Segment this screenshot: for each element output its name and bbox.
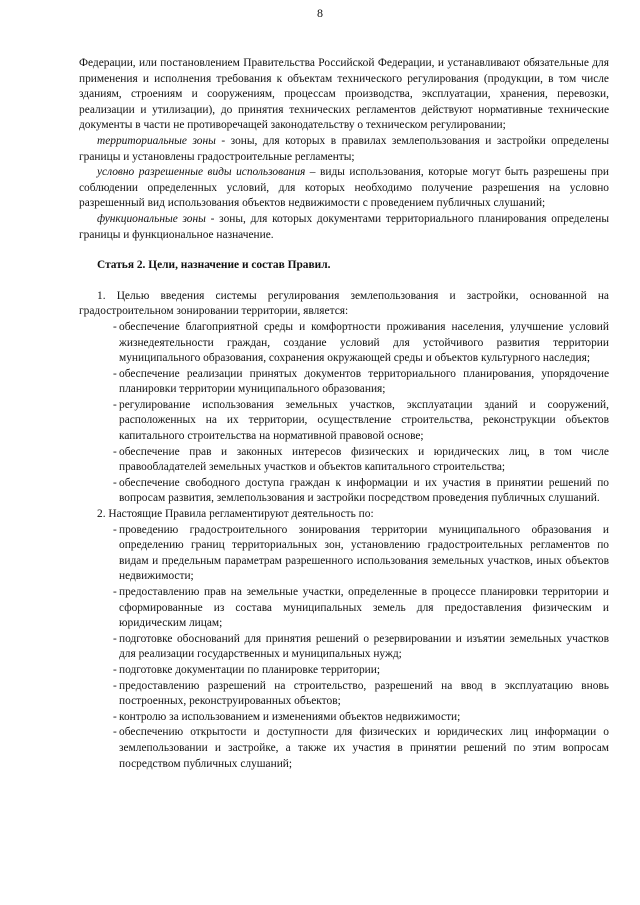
definition-term: условно разрешенные виды использования [97, 166, 306, 179]
article-heading: Статья 2. Цели, назначение и состав Правил. [97, 259, 331, 272]
list-item: - обеспечение благоприятной среды и комфортности проживания населения, улучшение условий жизнедеятельности граждан, создание условий для устойчивого развития территории муниципального образования, сохранения окружающей среды и объектов культурного наследия; [119, 320, 609, 367]
list-item: - регулирование использования земельных участков, эксплуатации зданий и сооружений, расположенных на их территории, осуществление строительства, реконструкции объектов капитального строительства на нормативной правовой основе; [119, 398, 609, 445]
point-2-list [79, 523, 609, 773]
list-item: - обеспечение реализации принятых документов территориального планирования, упорядочение планировки территории муниципального образования; [119, 367, 609, 398]
list-item: - предоставлению разрешений на строительство, разрешений на ввод в эксплуатацию вновь построенных, реконструированных объектов; [119, 679, 609, 710]
point-1-text: 1. Целью введения системы регулирования землепользования и застройки, основанной на градостроительном зонировании территории, является: [79, 289, 609, 318]
list-item: - предоставлению прав на земельные участки, определенные в процессе планировки территории и сформированные из состава муниципальных земель для предоставления физическим и юридическим лицам; [119, 585, 609, 632]
point-1-list [79, 320, 609, 507]
list-item: - обеспечение прав и законных интересов физических и юридических лиц, в том числе правообладателей земельных участков и объектов капитального строительства; [119, 445, 609, 476]
list-item: - подготовке обоснований для принятия решений о резервировании и изъятии земельных участков для реализации государственных и муниципальных нужд; [119, 632, 609, 663]
point-2-text: 2. Настоящие Правила регламентируют деятельность по: [97, 508, 374, 521]
list-item: - контролю за использованием и изменениями объектов недвижимости; [119, 710, 609, 726]
definition-text: - зоны, для которых документами территориального планирования определены границы и функциональное назначение. [79, 212, 610, 241]
definition-paragraph [79, 134, 609, 165]
definition-paragraph [79, 165, 609, 212]
list-item: - обеспечению открытости и доступности для физических и юридических лиц информации о землепользовании и застройке, а также их участия в принятии решений по этим вопросам посредством публичных слушаний; [119, 725, 609, 772]
intro-paragraph: Федерации, или постановлением Правительства Российской Федерации, и устанавливают обязательные для применения и исполнения требования к объектам технического регулирования (продукции, в том числе зданиям, строениям и сооружениям, процессам производства, эксплуатации, хранения, перевозки, реализации и утилизации), до принятия технических регламентов действуют нормативные технические документы в части не противоречащей законодательству о техническом регулировании; [79, 57, 609, 132]
definition-text: - зоны, для которых в правилах землепользования и застройки определены границы и установлены градостроительные регламенты; [79, 134, 609, 163]
definition-term: территориальные зоны [97, 134, 216, 147]
definition-paragraph [79, 212, 609, 243]
list-item: - обеспечение свободного доступа граждан к информации и их участия в принятии решений по вопросам развития, землепользования и застройки посредством проведения публичных слушаний. [119, 476, 609, 507]
list-item: - подготовке документации по планировке территории; [119, 663, 609, 679]
document-body [79, 56, 609, 772]
page-number: 8 [317, 6, 323, 20]
definition-term: функциональные зоны [97, 212, 206, 225]
definition-text: – виды использования, которые могут быть разрешены при соблюдении определенных условий, для которых необходимо получение разрешения на условно разрешенный вид использования объектов недвижимости с проведением публичных слушаний; [79, 166, 609, 210]
list-item: - проведению градостроительного зонирования территории муниципального образования и определению границ территориальных зон, установлению градостроительных регламентов по видам и предельным параметрам разрешенного использования земельных участков, иных объектов недвижимости; [119, 523, 609, 585]
